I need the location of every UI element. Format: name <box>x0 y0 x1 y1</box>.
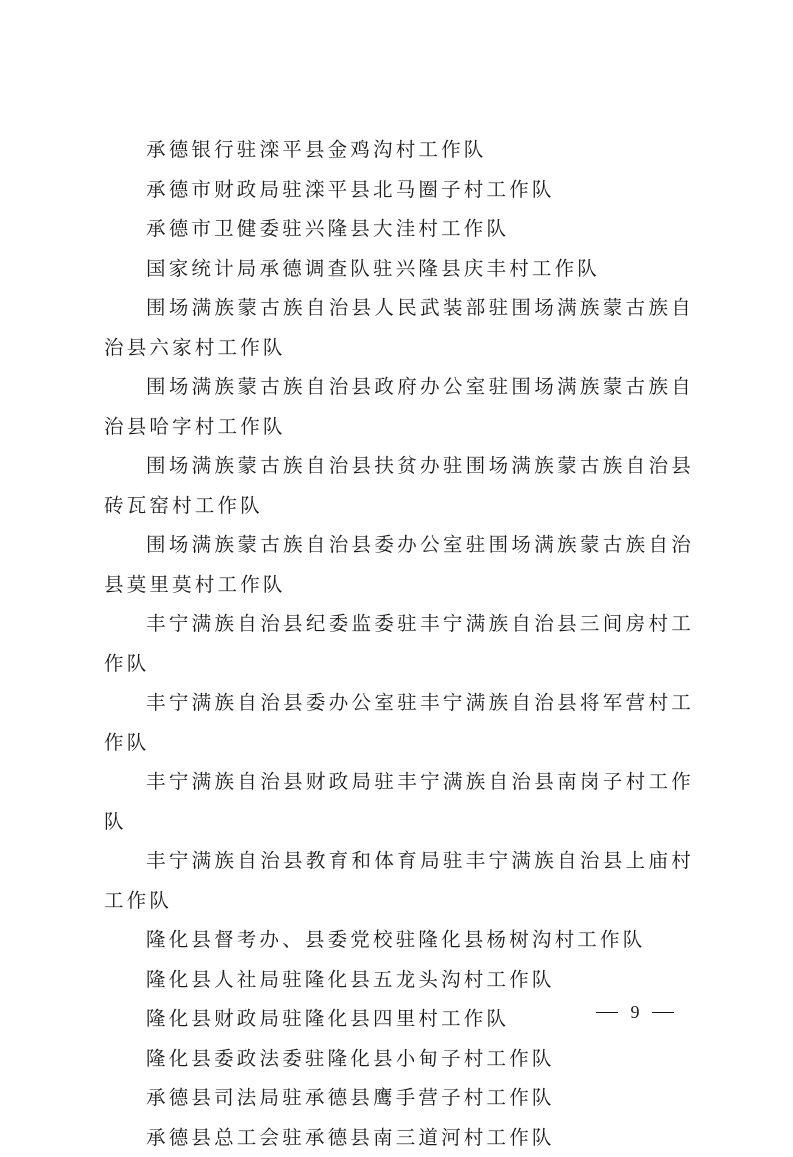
paragraph: 隆化县人社局驻隆化县五龙头沟村工作队 <box>104 960 694 1000</box>
paragraph: 围场满族蒙古族自治县人民武装部驻围场满族蒙古族自治县六家村工作队 <box>104 288 694 367</box>
paragraph: 国家统计局承德调查队驻兴隆县庆丰村工作队 <box>104 249 694 289</box>
paragraph: 丰宁满族自治县财政局驻丰宁满族自治县南岗子村工作队 <box>104 762 694 841</box>
paragraph: 隆化县财政局驻隆化县四里村工作队 <box>104 999 694 1039</box>
page-number-right-dash <box>652 1012 674 1013</box>
page-number-value: 9 <box>631 1000 640 1024</box>
paragraph: 承德银行驻滦平县金鸡沟村工作队 <box>104 130 694 170</box>
paragraph: 承德市财政局驻滦平县北马圈子村工作队 <box>104 170 694 210</box>
paragraph: 围场满族蒙古族自治县政府办公室驻围场满族蒙古族自治县哈字村工作队 <box>104 367 694 446</box>
paragraph: 隆化县督考办、县委党校驻隆化县杨树沟村工作队 <box>104 920 694 960</box>
paragraph: 丰宁满族自治县纪委监委驻丰宁满族自治县三间房村工作队 <box>104 604 694 683</box>
paragraph: 承德县司法局驻承德县鹰手营子村工作队 <box>104 1078 694 1118</box>
paragraph: 围场满族蒙古族自治县委办公室驻围场满族蒙古族自治县莫里莫村工作队 <box>104 525 694 604</box>
paragraph: 承德市卫健委驻兴隆县大洼村工作队 <box>104 209 694 249</box>
page-number-left-dash <box>596 1012 618 1013</box>
paragraph: 围场满族蒙古族自治县扶贫办驻围场满族蒙古族自治县砖瓦窑村工作队 <box>104 446 694 525</box>
paragraph: 丰宁满族自治县教育和体育局驻丰宁满族自治县上庙村工作队 <box>104 841 694 920</box>
page-number <box>596 1000 674 1024</box>
paragraph: 隆化县委政法委驻隆化县小甸子村工作队 <box>104 1039 694 1079</box>
paragraph: 丰宁满族自治县委办公室驻丰宁满族自治县将军营村工作队 <box>104 683 694 762</box>
paragraph: 承德县总工会驻承德县南三道河村工作队 <box>104 1118 694 1157</box>
